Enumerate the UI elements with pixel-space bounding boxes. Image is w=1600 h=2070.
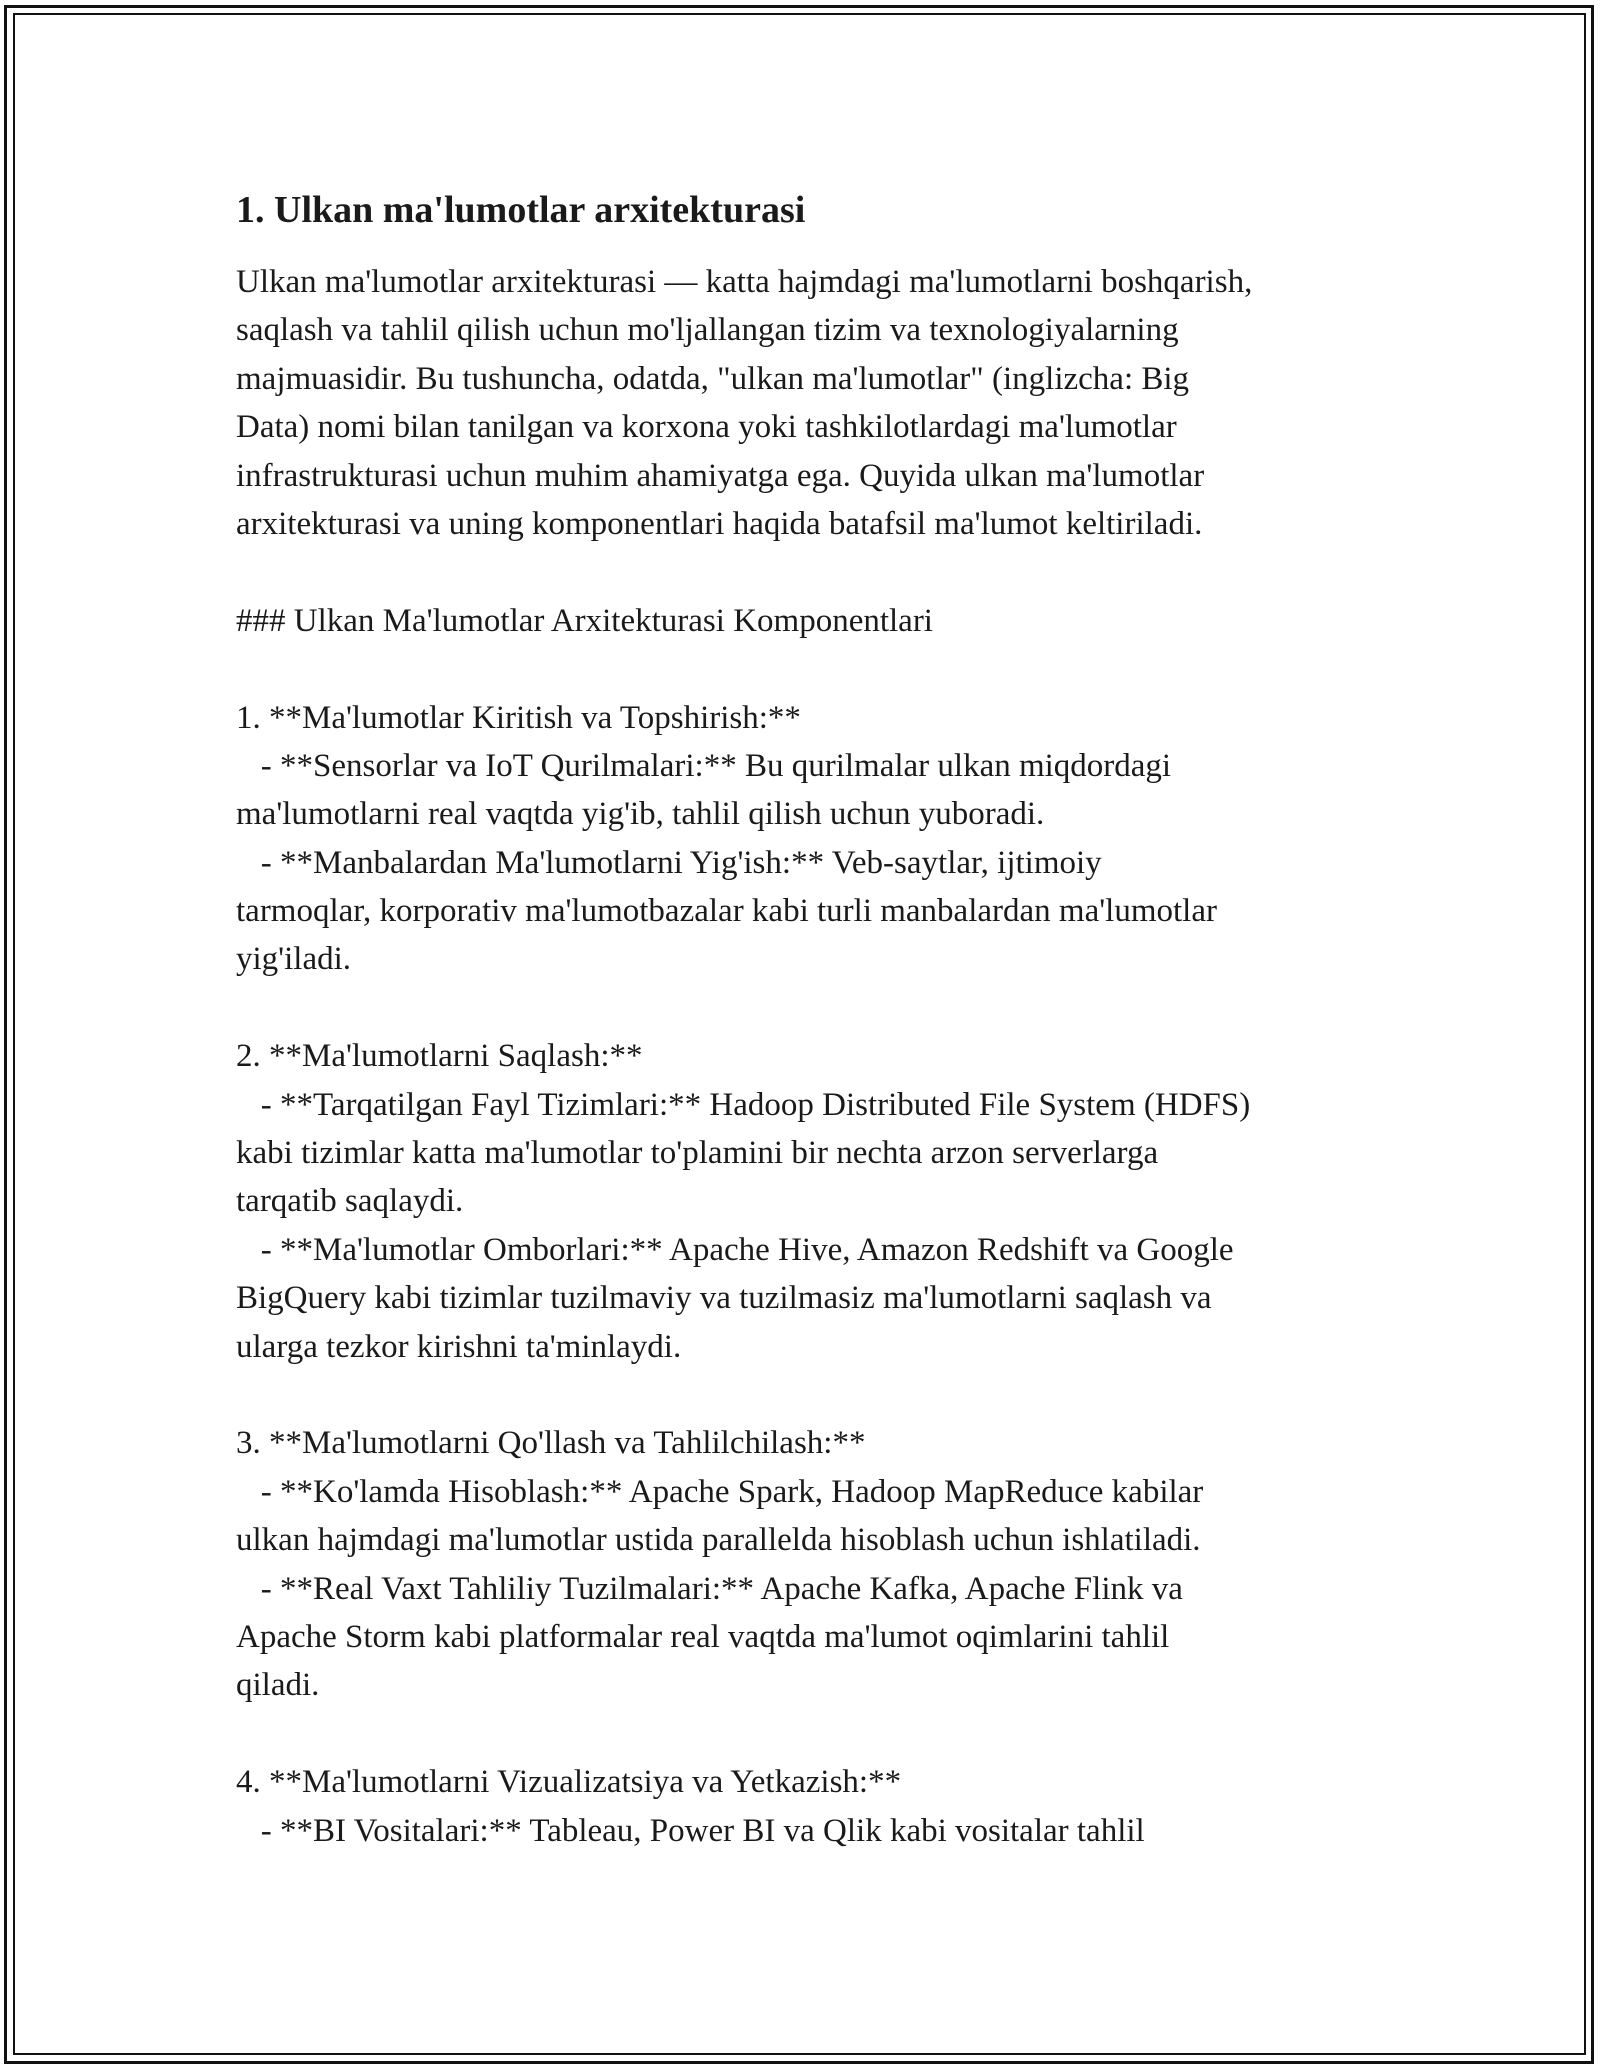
- text-line: ma'lumotlarni real vaqtda yig'ib, tahlil qilish uchun yuboradi.: [236, 796, 1045, 833]
- blank-line: [236, 1371, 1386, 1419]
- text-line: 3. **Ma'lumotlarni Qo'llash va Tahlilchilash:**: [236, 1425, 866, 1462]
- text-line: tarqatib saqlaydi.: [236, 1183, 464, 1220]
- text-line: Ulkan ma'lumotlar arxitekturasi — katta hajmdagi ma'lumotlarni boshqarish,: [236, 264, 1253, 300]
- text-line: - **Real Vaxt Tahliliy Tuzilmalari:** Apache Kafka, Apache Flink va: [236, 1570, 1183, 1607]
- text-line: - **Sensorlar va IoT Qurilmalari:** Bu qurilmalar ulkan miqdordagi: [236, 747, 1172, 784]
- text-line: 2. **Ma'lumotlarni Saqlash:**: [236, 1038, 643, 1075]
- document-text: [236, 258, 1386, 1855]
- text-line: - **BI Vositalari:** Tableau, Power BI va Qlik kabi vositalar tahlil: [236, 1812, 1145, 1849]
- document-body: [236, 186, 1386, 1855]
- text-line: ulkan hajmdagi ma'lumotlar ustida parallelda hisoblash uchun ishlatiladi.: [236, 1522, 1201, 1559]
- text-line: arxitekturasi va uning komponentlari haqida batafsil ma'lumot keltiriladi.: [236, 505, 1203, 542]
- text-line: Data) nomi bilan tanilgan va korxona yoki tashkilotlardagi ma'lumotlar: [236, 409, 1177, 446]
- document-title: 1. Ulkan ma'lumotlar arxitekturasi: [236, 189, 806, 231]
- blank-line: [236, 645, 1386, 693]
- text-line: - **Tarqatilgan Fayl Tizimlari:** Hadoop Distributed File System (HDFS): [236, 1086, 1251, 1123]
- blank-line: [236, 548, 1386, 596]
- text-line: - **Manbalardan Ma'lumotlarni Yig'ish:** Veb-saytlar, ijtimoiy: [236, 844, 1102, 881]
- blank-line: [236, 1710, 1386, 1758]
- text-line: saqlash va tahlil qilish uchun mo'ljallangan tizim va texnologiyalarning: [236, 312, 1179, 349]
- text-line: qiladi.: [236, 1667, 320, 1704]
- text-line: ularga tezkor kirishni ta'minlaydi.: [236, 1328, 682, 1365]
- text-line: 4. **Ma'lumotlarni Vizualizatsiya va Yetkazish:**: [236, 1764, 902, 1801]
- text-line: BigQuery kabi tizimlar tuzilmaviy va tuzilmasiz ma'lumotlarni saqlash va: [236, 1280, 1212, 1317]
- text-line: yig'iladi.: [236, 941, 352, 978]
- text-line: majmuasidir. Bu tushuncha, odatda, "ulkan ma'lumotlar" (inglizcha: Big: [236, 360, 1190, 397]
- text-line: infrastrukturasi uchun muhim ahamiyatga ega. Quyida ulkan ma'lumotlar: [236, 457, 1205, 494]
- text-line: ### Ulkan Ma'lumotlar Arxitekturasi Komponentlari: [236, 602, 933, 639]
- text-line: - **Ma'lumotlar Omborlari:** Apache Hive, Amazon Redshift va Google: [236, 1231, 1234, 1268]
- text-line: kabi tizimlar katta ma'lumotlar to'plamini bir nechta arzon serverlarga: [236, 1135, 1159, 1172]
- text-line: Apache Storm kabi platformalar real vaqtda ma'lumot oqimlarini tahlil: [236, 1618, 1170, 1655]
- blank-line: [236, 984, 1386, 1032]
- text-line: - **Ko'lamda Hisoblash:** Apache Spark, Hadoop MapReduce kabilar: [236, 1473, 1204, 1510]
- text-line: tarmoqlar, korporativ ma'lumotbazalar kabi turli manbalardan ma'lumotlar: [236, 893, 1217, 930]
- text-line: 1. **Ma'lumotlar Kiritish va Topshirish:**: [236, 699, 801, 736]
